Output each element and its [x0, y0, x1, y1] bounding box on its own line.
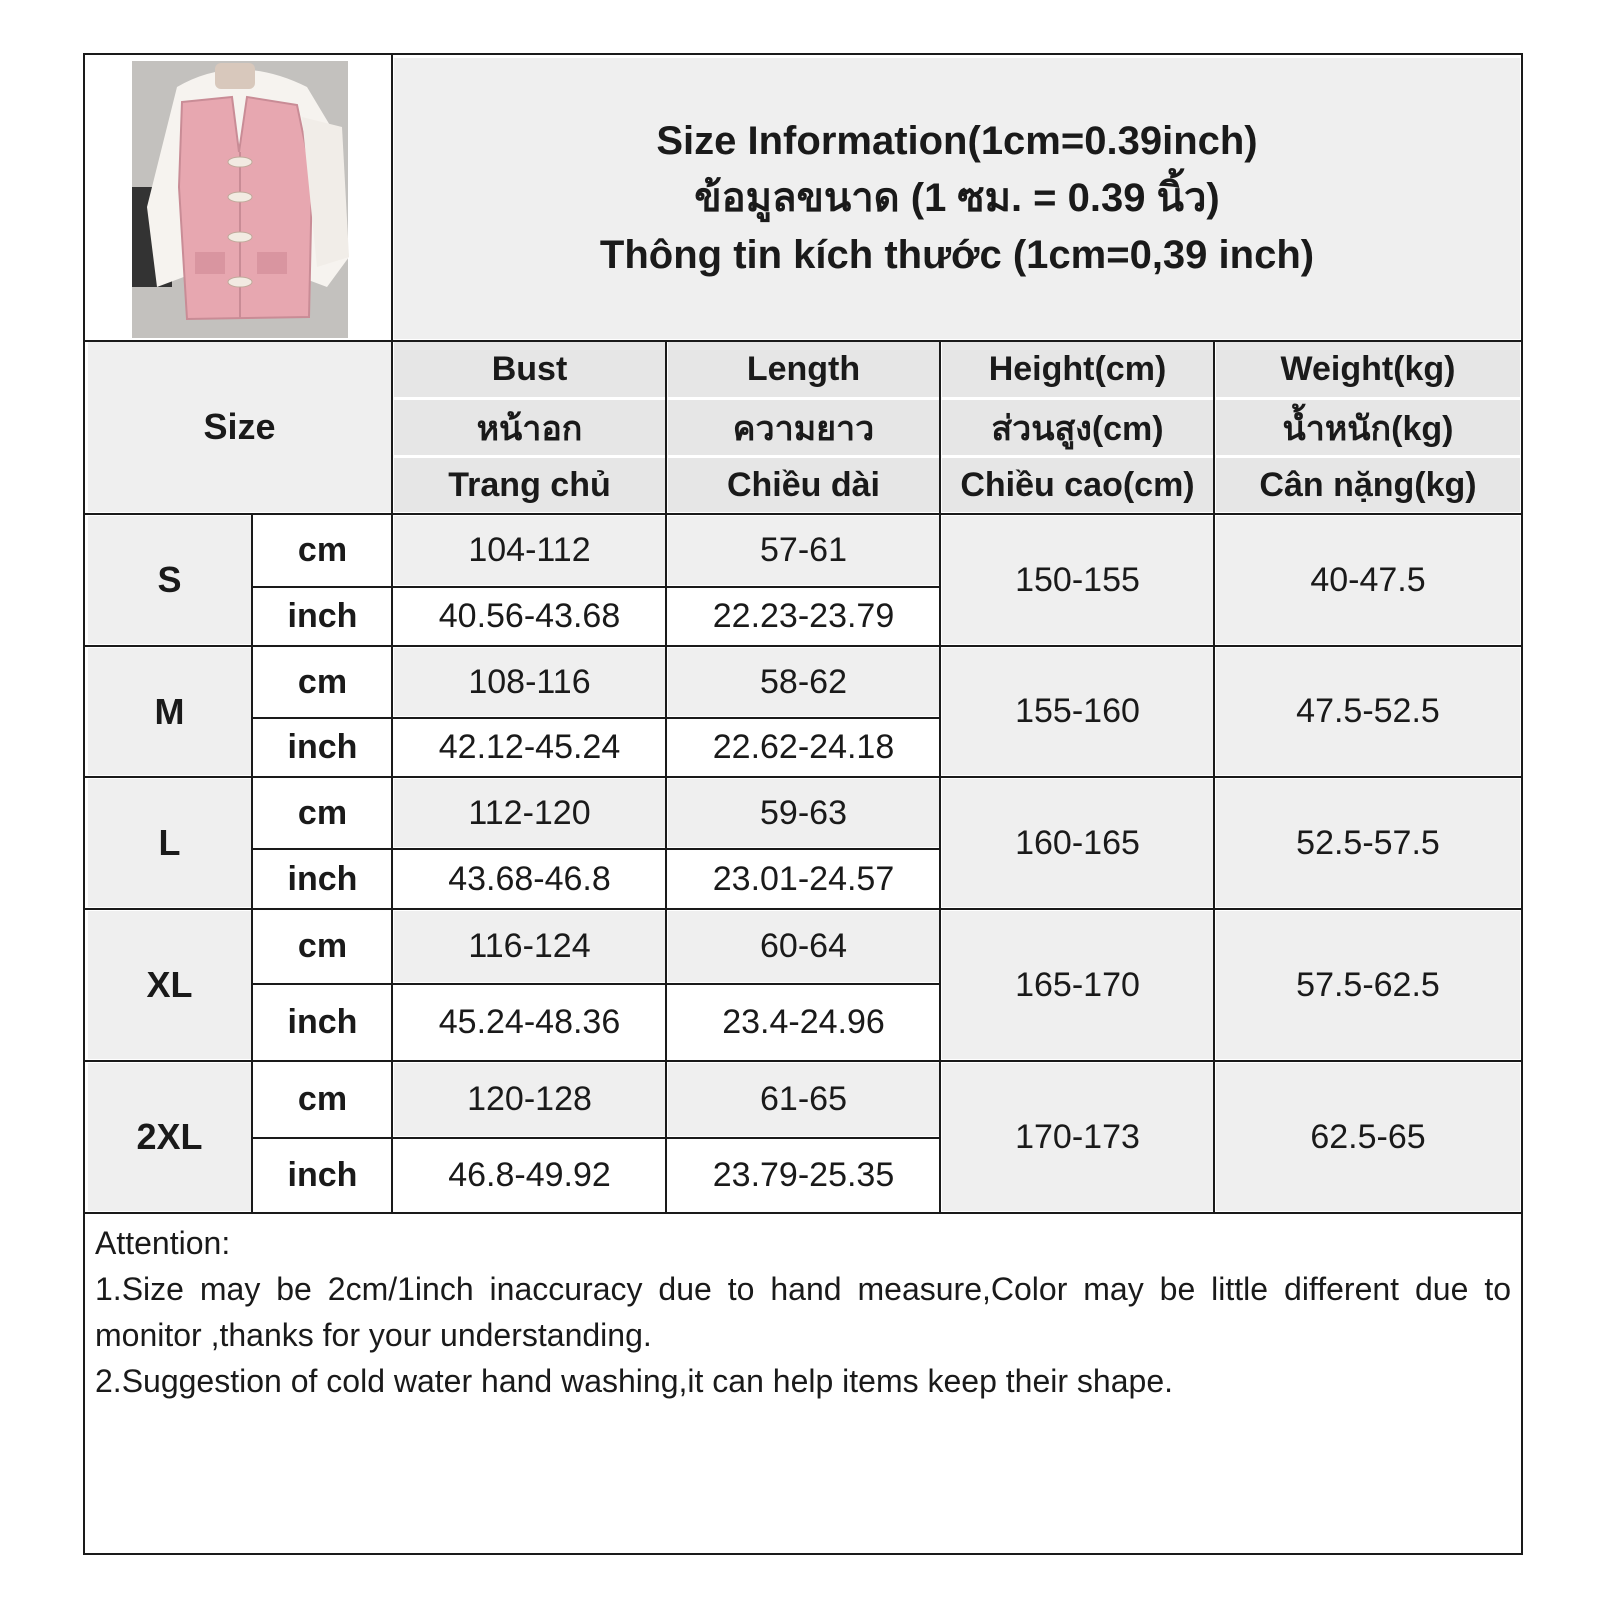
grid-line [251, 983, 941, 985]
attention-heading: Attention: [95, 1225, 231, 1261]
attention-notes [85, 1214, 1521, 1410]
unit-inch: inch [253, 1139, 392, 1212]
weight-value: 62.5-65 [1215, 1062, 1521, 1212]
weight-value: 52.5-57.5 [1215, 778, 1521, 908]
grid-line [85, 513, 1521, 515]
bust-header-th: หน้าอก [393, 399, 666, 456]
attention-note-1: 1.Size may be 2cm/1inch inaccuracy due to hand measure,Color may be little different due to monitor ,thanks for your understanding. [95, 1271, 1511, 1353]
unit-inch: inch [253, 719, 392, 776]
weight-header-vi: Cân nặng(kg) [1215, 457, 1521, 513]
attention-note-2: 2.Suggestion of cold water hand washing,it can help items keep their shape. [95, 1363, 1173, 1399]
weight-value: 57.5-62.5 [1215, 910, 1521, 1060]
bust-inch: 40.56-43.68 [393, 588, 666, 645]
unit-inch: inch [253, 850, 392, 908]
length-cm: 57-61 [667, 515, 940, 586]
unit-cm: cm [253, 515, 392, 586]
height-value: 165-170 [941, 910, 1214, 1060]
grid-line [85, 1060, 1521, 1062]
length-cm: 58-62 [667, 647, 940, 717]
title-vietnamese: Thông tin kích thước (1cm=0,39 inch) [599, 233, 1315, 277]
vest-photo-image [87, 57, 393, 340]
height-value: 150-155 [941, 515, 1214, 645]
height-header-vi: Chiều cao(cm) [941, 457, 1214, 513]
size-information-title [393, 57, 1521, 340]
bust-header-vi: Trang chủ [393, 457, 666, 513]
grid-line [251, 848, 941, 850]
bust-cm: 116-124 [393, 910, 666, 983]
bust-inch: 43.68-46.8 [393, 850, 666, 908]
bust-inch: 42.12-45.24 [393, 719, 666, 776]
length-inch: 22.62-24.18 [667, 719, 940, 776]
length-header-th: ความยาว [667, 399, 940, 456]
length-inch: 23.79-25.35 [667, 1139, 940, 1212]
size-label-m: M [87, 647, 252, 776]
size-label-s: S [87, 515, 252, 645]
size-chart-sheet [83, 53, 1523, 1555]
unit-cm: cm [253, 1062, 392, 1137]
grid-line [251, 513, 253, 1212]
grid-line [251, 717, 941, 719]
weight-value: 40-47.5 [1215, 515, 1521, 645]
bust-cm: 104-112 [393, 515, 666, 586]
height-header-en: Height(cm) [941, 341, 1214, 398]
grid-line [391, 55, 393, 1212]
grid-line [85, 776, 1521, 778]
grid-line [85, 340, 1521, 342]
size-label-xl: XL [87, 910, 252, 1060]
size-header: Size [87, 341, 392, 513]
grid-line [85, 908, 1521, 910]
height-value: 170-173 [941, 1062, 1214, 1212]
length-cm: 60-64 [667, 910, 940, 983]
bust-inch: 46.8-49.92 [393, 1139, 666, 1212]
length-inch: 23.4-24.96 [667, 985, 940, 1060]
length-header-vi: Chiều dài [667, 457, 940, 513]
weight-header-th: น้ำหนัก(kg) [1215, 399, 1521, 456]
length-inch: 22.23-23.79 [667, 588, 940, 645]
product-photo [87, 57, 393, 340]
length-cm: 61-65 [667, 1062, 940, 1137]
size-label-2xl: 2XL [87, 1062, 252, 1212]
length-header-en: Length [667, 341, 940, 398]
bust-cm: 108-116 [393, 647, 666, 717]
size-label-l: L [87, 778, 252, 908]
unit-inch: inch [253, 588, 392, 645]
unit-inch: inch [253, 985, 392, 1060]
weight-header-en: Weight(kg) [1215, 341, 1521, 398]
title-thai: ข้อมูลขนาด (1 ซม. = 0.39 นิ้ว) [694, 176, 1220, 220]
bust-header-en: Bust [393, 341, 666, 398]
height-value: 155-160 [941, 647, 1214, 776]
unit-cm: cm [253, 778, 392, 848]
bust-inch: 45.24-48.36 [393, 985, 666, 1060]
length-inch: 23.01-24.57 [667, 850, 940, 908]
weight-value: 47.5-52.5 [1215, 647, 1521, 776]
title-english: Size Information(1cm=0.39inch) [656, 119, 1258, 163]
length-cm: 59-63 [667, 778, 940, 848]
height-value: 160-165 [941, 778, 1214, 908]
bust-cm: 112-120 [393, 778, 666, 848]
bust-cm: 120-128 [393, 1062, 666, 1137]
grid-line [251, 1137, 941, 1139]
height-header-th: ส่วนสูง(cm) [941, 399, 1214, 456]
grid-line [251, 586, 941, 588]
unit-cm: cm [253, 647, 392, 717]
unit-cm: cm [253, 910, 392, 983]
grid-line [85, 645, 1521, 647]
